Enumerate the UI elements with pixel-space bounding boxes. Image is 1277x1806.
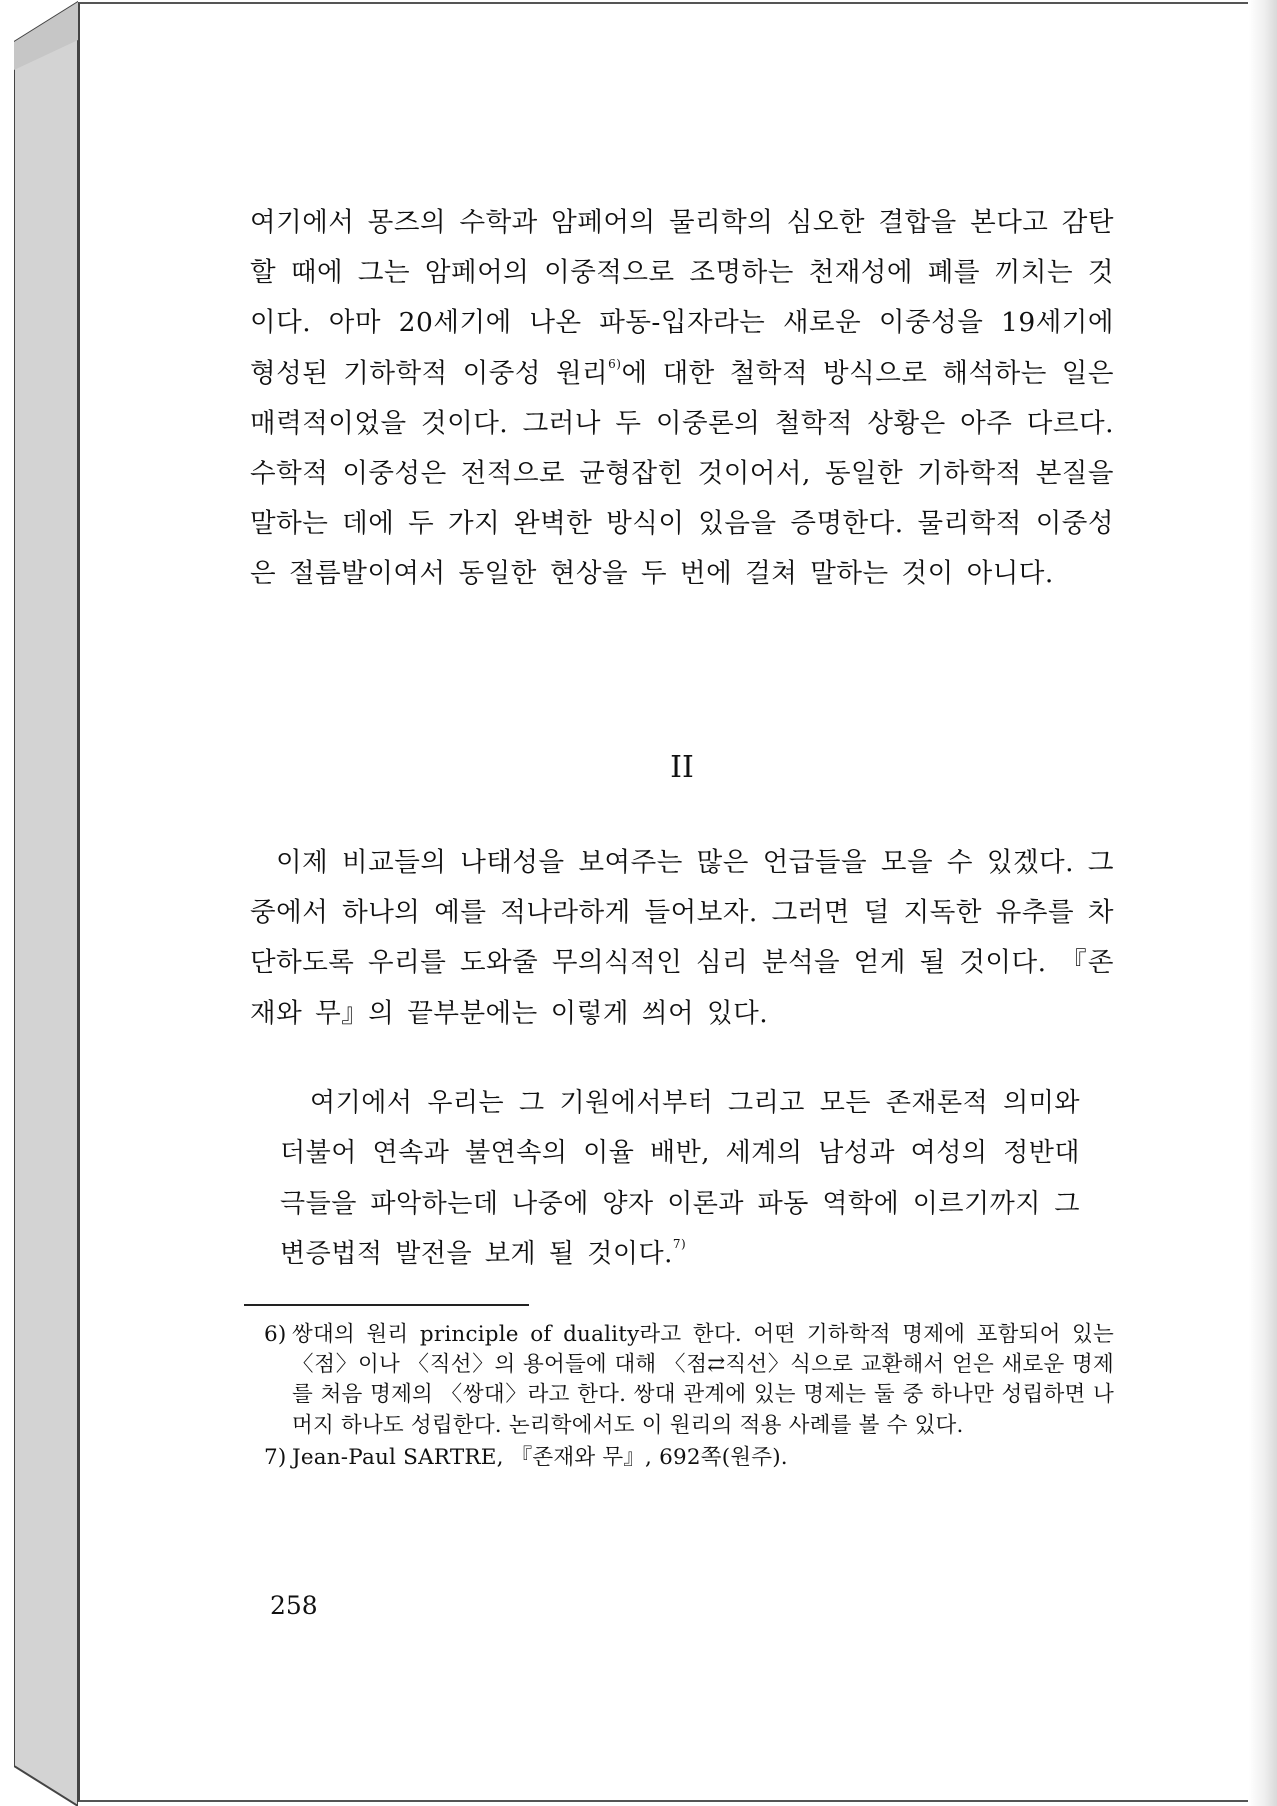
page-edge-shadow	[1249, 0, 1277, 1806]
paragraph-2: 이제 비교들의 나태성을 보여주는 많은 언급들을 모을 수 있겠다. 그중에서 하나의 예를 적나라하게 들어보자. 그러면 덜 지독한 유추를 차단하도록 우리를 도와줄 무의식적인 심리 분석을 얻게 될 것이다. 『존재와 무』의 끝부분에는 이렇게 씌어 있다.	[250, 847, 1114, 1029]
paragraph-1-text-a: 여기에서 몽즈의 수학과 암페어의 물리학의 심오한 결합을 본다고 감탄할 때에 그는 암페어의 이중적으로 조명하는 천재성에 폐를 끼치는 것이다. 아마 20세기에 나온 파동-입자라는 새로운 이중성을 19세기에 형성된 기하학적 이중성 원리	[250, 207, 1114, 389]
page-content	[250, 198, 1114, 1620]
footnote-text: 쌍대의 원리 principle of duality라고 한다. 어떤 기하학적 명제에 포함되어 있는 〈점〉이나 〈직선〉의 용어들에 대해 〈점⇄직선〉식으로 교환해서 얻은 새로운 명제를 처음 명제의 〈쌍대〉라고 한다. 쌍대 관계에 있는 명제는 둘 중 하나만 성립하면 나머지 하나도 성립한다. 논리학에서도 이 원리의 적용 사례를 볼 수 있다.	[292, 1322, 1114, 1438]
footnote-text: Jean-Paul SARTRE, 『존재와 무』, 692쪽(원주).	[292, 1444, 788, 1470]
quote-paragraph	[280, 1078, 1080, 1280]
paragraph-1-text-b: 에 대한 철학적 방식으로 해석하는 일은 매력적이었을 것이다. 그러나 두 이중론의 철학적 상황은 아주 다르다. 수학적 이중성은 전적으로 균형잡힌 것이어서, 동일한 기하학적 본질을 말하는 데에 두 가지 완벽한 방식이 있음을 증명한다. 물리학적 이중성은 절름발이여서 동일한 현상을 두 번에 걸쳐 말하는 것이 아니다.	[250, 357, 1114, 590]
footnote-divider	[244, 1304, 529, 1306]
paragraph-1	[250, 198, 1114, 600]
footnotes	[264, 1320, 1114, 1475]
page-number: 258	[270, 1591, 318, 1620]
block-quote	[280, 1078, 1080, 1280]
footnote-ref-7[interactable]: 7)	[672, 1237, 687, 1252]
book-spine	[14, 0, 78, 1806]
footnote-7	[264, 1443, 1114, 1473]
footnote-ref-6[interactable]: 6)	[608, 356, 622, 371]
footnote-number: 6)	[264, 1322, 287, 1347]
quote-text: 여기에서 우리는 그 기원에서부터 그리고 모든 존재론적 의미와 더불어 연속과 불연속의 이율 배반, 세계의 남성과 여성의 정반대 극들을 파악하는데 나중에 양자 이론과 파동 역학에 이르기까지 그 변증법적 발전을 보게 될 것이다.	[280, 1088, 1080, 1270]
paragraph-2-block	[250, 838, 1114, 1039]
footnote-6	[264, 1320, 1114, 1441]
section-heading: II	[670, 750, 694, 785]
footnote-number: 7)	[264, 1444, 287, 1470]
